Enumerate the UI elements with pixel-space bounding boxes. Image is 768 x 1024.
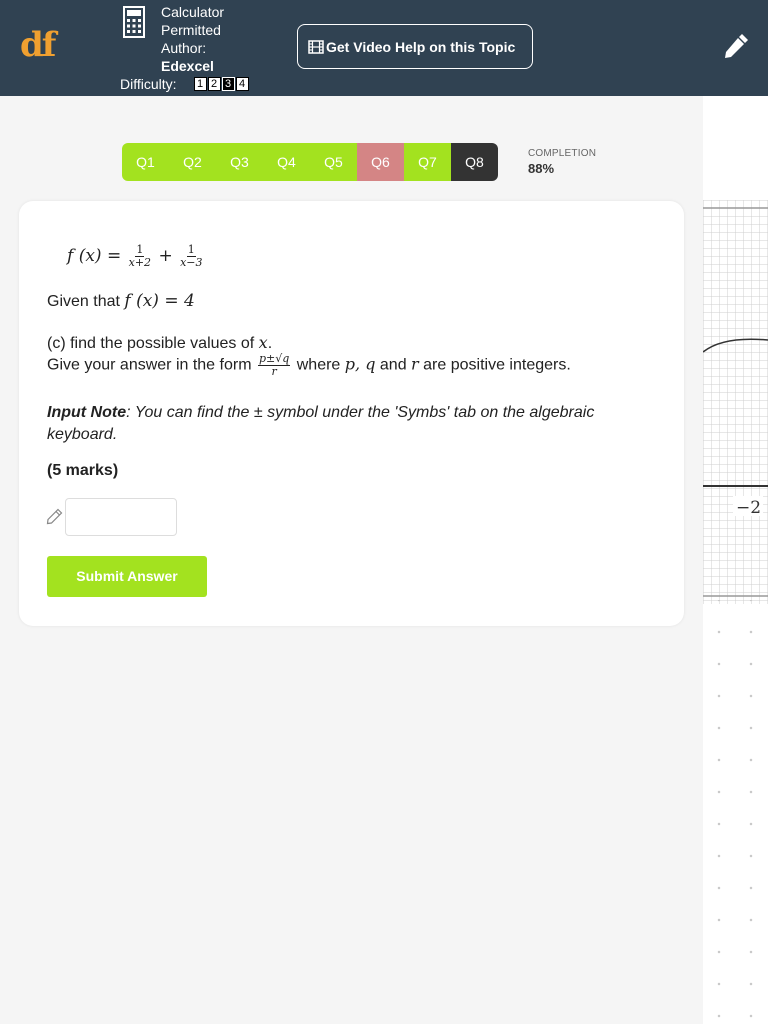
- pencil-icon: [46, 508, 63, 525]
- marks: (5 marks): [47, 462, 119, 479]
- given-line: [47, 291, 195, 311]
- function-lhs: f (x) =: [67, 246, 122, 266]
- tab-q8[interactable]: Q8: [451, 143, 498, 181]
- calculator-line2: Permitted: [161, 22, 221, 38]
- calculator-line1: Calculator: [161, 4, 225, 20]
- where-vars: p, q: [344, 354, 376, 374]
- where-text: where: [296, 356, 341, 374]
- tab-q2[interactable]: Q2: [169, 143, 216, 181]
- form-text: Give your answer in the form: [47, 356, 252, 374]
- answer-form-line: [47, 353, 571, 378]
- tab-q6[interactable]: Q6: [357, 143, 404, 181]
- function-definition: [67, 244, 205, 269]
- note-label: Input Note: [47, 404, 127, 421]
- part-c-text: (c) find the possible values of: [47, 335, 255, 352]
- difficulty-level-4: 4: [236, 77, 249, 91]
- plus-sign: +: [158, 246, 173, 266]
- difficulty-level-1: 1: [194, 77, 207, 91]
- part-c-var: x: [258, 333, 268, 352]
- given-text: Given that: [47, 293, 120, 310]
- r-var: r: [411, 354, 419, 374]
- note-symbol: ±: [253, 404, 263, 421]
- tab-q7[interactable]: Q7: [404, 143, 451, 181]
- tab-q3[interactable]: Q3: [216, 143, 263, 181]
- answer-form-fraction: $\frac{p\pm√q}{r}$: [258, 352, 290, 378]
- logo-text: df: [20, 25, 55, 65]
- fraction-1: $\frac{1}{x+2}$: [128, 243, 152, 269]
- graph-preview: [703, 200, 768, 604]
- note-text3: keyboard.: [47, 426, 118, 443]
- completion-value: 88%: [528, 161, 555, 176]
- difficulty-indicator: [120, 76, 249, 92]
- completion-indicator: [528, 148, 596, 176]
- tab-q5[interactable]: Q5: [310, 143, 357, 181]
- tab-q4[interactable]: Q4: [263, 143, 310, 181]
- part-c-line: (c) find the possible values of x.: [47, 333, 273, 352]
- video-help-label: Get Video Help on this Topic: [326, 38, 516, 55]
- submit-answer-button[interactable]: Submit Answer: [47, 556, 207, 597]
- tab-q1[interactable]: Q1: [122, 143, 169, 181]
- and-text: and: [379, 356, 407, 374]
- video-help-button[interactable]: [297, 24, 533, 69]
- author-label: Author:: [161, 40, 207, 56]
- dot-grid: [703, 600, 768, 1020]
- difficulty-level-3: 3: [222, 77, 235, 91]
- given-math: f (x) = 4: [124, 291, 195, 311]
- difficulty-label: Difficulty:: [120, 76, 177, 92]
- note-text2: symbol under the 'Symbs' tab on the algebraic: [267, 404, 595, 421]
- film-icon: [308, 39, 324, 55]
- site-logo[interactable]: [20, 25, 55, 65]
- calculator-icon: [123, 6, 145, 38]
- fraction-2: $\frac{1}{x-3}$: [180, 243, 203, 269]
- author-name: Edexcel: [161, 58, 214, 74]
- top-bar: [0, 0, 768, 96]
- answer-input[interactable]: [65, 498, 177, 536]
- difficulty-levels: [193, 77, 249, 91]
- input-note: [47, 402, 647, 446]
- question-info: [161, 3, 224, 75]
- difficulty-level-2: 2: [208, 77, 221, 91]
- draw-pencil-icon[interactable]: [720, 34, 748, 62]
- question-tabs: [122, 143, 498, 181]
- graph-label: −2: [736, 498, 762, 518]
- note-text: : You can find the: [126, 404, 250, 421]
- completion-label: COMPLETION: [528, 148, 597, 159]
- positive-text: are positive integers.: [423, 356, 571, 374]
